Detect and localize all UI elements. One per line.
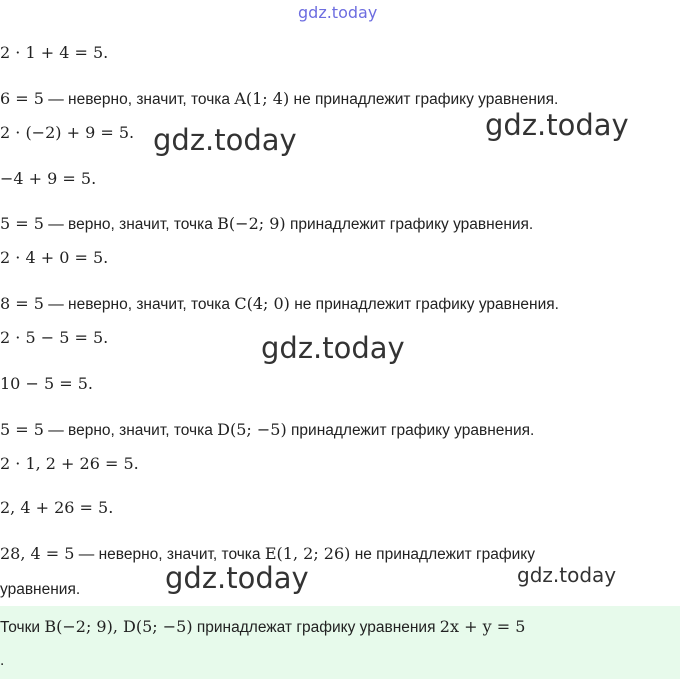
conclusion-period: . — [0, 652, 5, 669]
math-expression: 2 · (−2) + 9 = 5. — [0, 123, 135, 142]
verdict-text-end: не принадлежит графику уравнения. — [289, 296, 559, 313]
verdict-text-end: не принадлежит графику — [350, 546, 536, 563]
verdict-text: — неверно, значит, точка — [43, 91, 235, 108]
conclusion-box — [0, 606, 680, 679]
conclusion-points: B(−2; 9), D(5; −5) — [44, 617, 193, 636]
math-expression: 28, 4 = 5 — [0, 544, 75, 563]
verdict-text-end: принадлежит графику уравнения. — [285, 216, 534, 233]
solution-line-11 — [0, 453, 139, 476]
verdict-text-end: не принадлежит графику уравнения. — [289, 91, 559, 108]
conclusion-text-end: принадлежат графику уравнения — [192, 619, 440, 636]
math-expression: 6 = 5 — [0, 89, 44, 108]
point-label: A(1; 4) — [234, 89, 290, 108]
watermark: gdz.today — [485, 108, 629, 142]
math-expression: 2 · 1, 2 + 26 = 5. — [0, 454, 139, 473]
solution-line-12 — [0, 497, 113, 520]
solution-line-9 — [0, 373, 93, 396]
solution-line-2 — [0, 88, 558, 111]
watermark: gdz.today — [517, 563, 617, 587]
math-expression: 5 = 5 — [0, 214, 44, 233]
point-label: D(5; −5) — [217, 420, 287, 439]
math-expression: 8 = 5 — [0, 294, 44, 313]
solution-line-10 — [0, 419, 534, 442]
conclusion-line — [0, 616, 525, 639]
math-expression: 2 · 4 + 0 = 5. — [0, 248, 109, 267]
math-expression: 5 = 5 — [0, 420, 44, 439]
verdict-text: — верно, значит, точка — [43, 422, 218, 439]
point-label: E(1, 2; 26) — [264, 544, 351, 563]
point-label: B(−2; 9) — [217, 214, 286, 233]
verdict-text: уравнения. — [0, 581, 81, 598]
conclusion-text: Точки — [0, 619, 45, 636]
verdict-text: — неверно, значит, точка — [43, 296, 235, 313]
conclusion-equation: 2x + y = 5 — [439, 617, 526, 636]
math-expression: −4 + 9 = 5. — [0, 169, 97, 188]
watermark: gdz.today — [165, 561, 309, 595]
math-expression: 10 − 5 = 5. — [0, 374, 93, 393]
solution-line-14 — [0, 579, 80, 601]
watermark-top: gdz.today — [298, 3, 378, 22]
verdict-text: — неверно, значит, точка — [74, 546, 265, 563]
solution-line-1 — [0, 42, 108, 65]
solution-line-3 — [0, 122, 134, 145]
math-expression: 2 · 5 − 5 = 5. — [0, 328, 109, 347]
math-expression: 2 · 1 + 4 = 5. — [0, 43, 109, 62]
solution-line-4 — [0, 168, 96, 191]
watermark: gdz.today — [261, 331, 405, 365]
solution-line-8 — [0, 327, 108, 350]
watermark: gdz.today — [153, 123, 297, 157]
math-expression: 2, 4 + 26 = 5. — [0, 498, 114, 517]
point-label: C(4; 0) — [234, 294, 290, 313]
solution-line-5 — [0, 213, 533, 236]
verdict-text: — верно, значит, точка — [43, 216, 218, 233]
solution-line-6 — [0, 247, 108, 270]
verdict-text-end: принадлежит графику уравнения. — [286, 422, 535, 439]
solution-line-7 — [0, 293, 559, 316]
